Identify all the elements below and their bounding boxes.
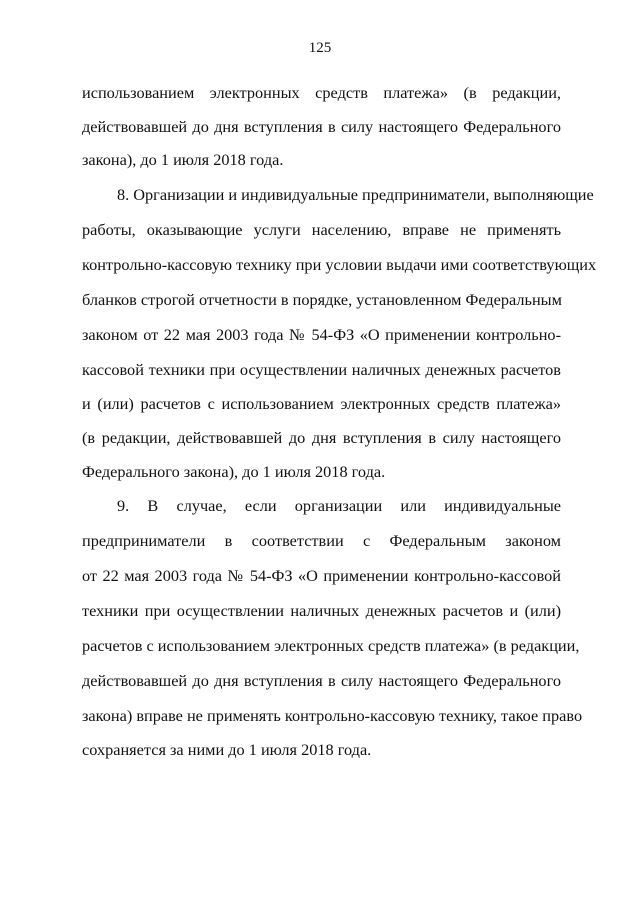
text-line: бланков строгой отчетности в порядке, установленном Федеральным: [82, 290, 562, 309]
text-line: расчетов с использованием электронных средств платежа» (в редакции,: [82, 636, 580, 655]
text-line: кассовой техники при осуществлении наличных денежных расчетов: [82, 360, 561, 379]
text-line: контрольно-кассовую технику при условии выдачи ими соответствующих: [82, 255, 597, 274]
text-line: законом от 22 мая 2003 года № 54-ФЗ «О применении контрольно-: [82, 325, 561, 344]
text-line: действовавшей до дня вступления в силу настоящего Федерального: [82, 117, 561, 136]
text-line: использованием электронных средств платежа» (в редакции,: [82, 83, 561, 102]
text-line: закона), до 1 июля 2018 года.: [82, 150, 284, 169]
page-number: 125: [308, 40, 332, 56]
text-line: Федерального закона), до 1 июля 2018 года.: [82, 462, 386, 481]
text-line: и (или) расчетов с использованием электронных средств платежа»: [82, 394, 561, 413]
text-line: сохраняется за ними до 1 июля 2018 года.: [82, 740, 372, 759]
text-line: действовавшей до дня вступления в силу настоящего Федерального: [82, 671, 561, 690]
text-line: 9. В случае, если организации или индивидуальные: [117, 496, 561, 515]
text-line: работы, оказывающие услуги населению, вправе не применять: [82, 220, 561, 239]
text-line: закона) вправе не применять контрольно-кассовую технику, такое право: [82, 706, 583, 725]
text-line: техники при осуществлении наличных денежных расчетов и (или): [82, 601, 561, 620]
text-line: (в редакции, действовавшей до дня вступления в силу настоящего: [82, 428, 561, 447]
text-line: предприниматели в соответствии с Федеральным законом: [82, 531, 561, 550]
text-line: от 22 мая 2003 года № 54-ФЗ «О применении контрольно-кассовой: [82, 566, 561, 585]
text-line: 8. Организации и индивидуальные предприниматели, выполняющие: [117, 185, 594, 204]
